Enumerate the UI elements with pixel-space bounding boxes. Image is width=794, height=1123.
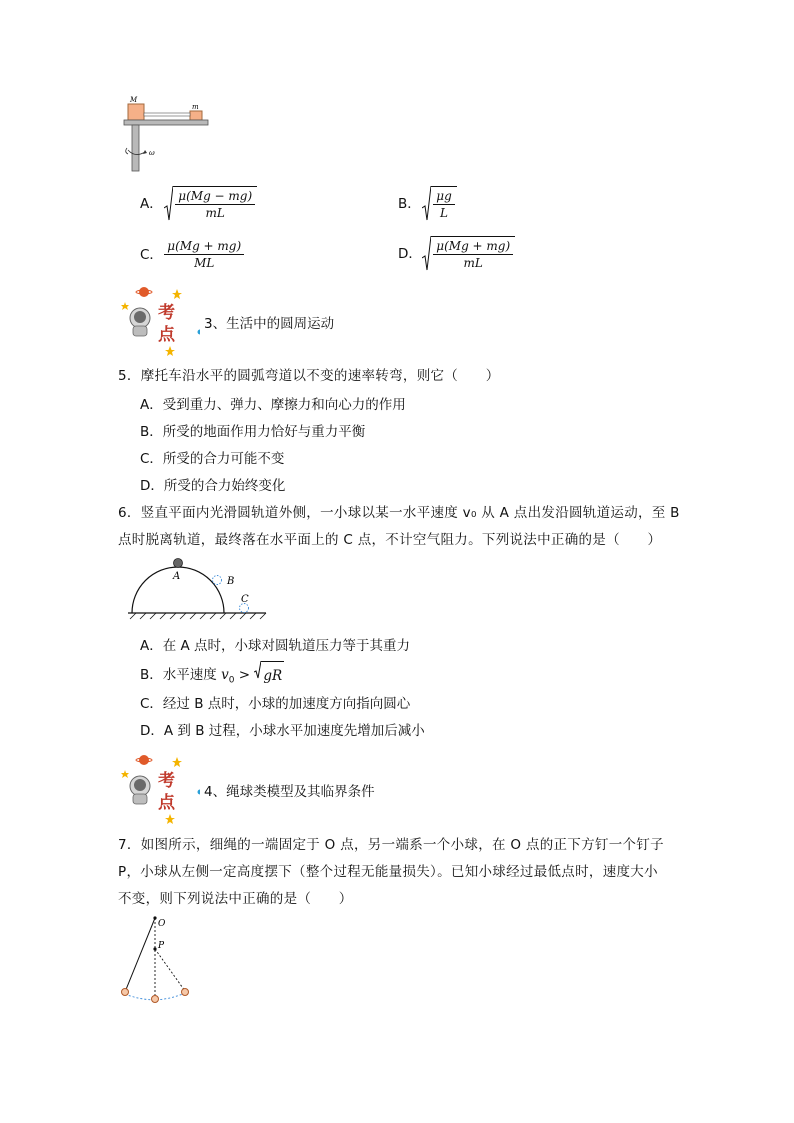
- fraction-numerator: μ(Mg + mg): [164, 238, 244, 255]
- q6-stem-line2: 点时脱离轨道，最终落在水平面上的 C 点，不计空气阻力。下列说法中正确的是（ ）: [118, 532, 662, 548]
- q5-stem: 5．摩托车沿水平的圆弧弯道以不变的速率转弯，则它（ ）: [118, 368, 500, 384]
- sqrt-expression: [422, 236, 515, 272]
- ball-at-a: [174, 559, 183, 568]
- kaodian-char-kao: 考: [158, 303, 175, 323]
- ball-left: [122, 989, 129, 996]
- ball-bottom: [152, 996, 159, 1003]
- label-M: M: [130, 96, 138, 104]
- radicand: gR: [261, 661, 284, 689]
- section-4-title: 4、绳球类模型及其临界条件: [204, 784, 375, 800]
- kaodian-char-dian: 点: [158, 793, 175, 813]
- block-m: [190, 111, 202, 120]
- pendulum-figure: [116, 912, 196, 1004]
- turntable-plate: [124, 120, 208, 125]
- sqrt-expression: [422, 186, 456, 222]
- label-m: m: [192, 103, 199, 111]
- velocity-subscript: 0: [228, 675, 235, 686]
- string-right: [155, 949, 185, 991]
- option-letter: A．: [140, 196, 163, 212]
- ball-at-b: [213, 576, 222, 585]
- ball-right: [182, 989, 189, 996]
- label-c: C: [241, 594, 249, 605]
- label-a: A: [173, 571, 181, 582]
- fraction-numerator: μ(Mg − mg): [175, 188, 255, 205]
- block-M: [128, 104, 144, 120]
- connecting-string: [144, 113, 190, 116]
- q7-stem-line3: 不变，则下列说法中正确的是（ ）: [118, 891, 353, 907]
- turntable-shaft: [132, 125, 139, 171]
- greater-than: >: [234, 667, 255, 683]
- label-b: B: [227, 576, 235, 587]
- fraction-denominator: L: [440, 206, 449, 220]
- turntable-figure: [118, 92, 218, 174]
- string-left: [125, 918, 155, 992]
- fraction-numerator: μ(Mg + mg): [433, 238, 513, 255]
- option-b-prefix: B．水平速度: [140, 667, 217, 683]
- q4-option-b[interactable]: [398, 186, 457, 222]
- q7-stem-line2: P，小球从左侧一定高度摆下（整个过程无能量损失）。已知小球经过最低点时，速度大小: [118, 864, 658, 880]
- section-3-title: 3、生活中的圆周运动: [204, 316, 335, 332]
- label-o: O: [158, 919, 166, 929]
- label-p: P: [158, 941, 165, 951]
- q4-option-c[interactable]: [140, 238, 244, 271]
- fraction-denominator: mL: [205, 206, 225, 220]
- option-letter: B．: [398, 196, 421, 212]
- q4-option-a[interactable]: [140, 186, 257, 222]
- ground-hatching: [130, 613, 266, 619]
- sqrt-expression: [164, 186, 257, 222]
- q7-stem-line1: 7．如图所示，细绳的一端固定于 O 点，另一端系一个小球，在 O 点的正下方钉一个钉子: [118, 837, 664, 853]
- fraction-expression: [164, 238, 244, 271]
- q5-option-b[interactable]: B．所受的地面作用力恰好与重力平衡: [140, 424, 366, 440]
- q5-option-d[interactable]: D．所受的合力始终变化: [140, 478, 286, 494]
- fraction-denominator: mL: [463, 256, 483, 270]
- q6-option-c[interactable]: C．经过 B 点时，小球的加速度方向指向圆心: [140, 696, 411, 712]
- q6-option-a[interactable]: A．在 A 点时，小球对圆轨道压力等于其重力: [140, 638, 411, 654]
- kaodian-badge-3: [120, 284, 200, 360]
- q6-stem-line1: 6．竖直平面内光滑圆轨道外侧，一小球以某一水平速度 v₀ 从 A 点出发沿圆轨道运动，至 B: [118, 505, 680, 521]
- q6-option-b[interactable]: [140, 661, 284, 694]
- option-letter: C．: [140, 246, 163, 263]
- sqrt-gr: [254, 661, 284, 689]
- option-letter: D．: [398, 246, 422, 262]
- velocity-symbol: v: [221, 667, 229, 683]
- q6-option-d[interactable]: D．A 到 B 过程，小球水平加速度先增加后减小: [140, 723, 425, 739]
- q4-option-d[interactable]: [398, 236, 515, 272]
- kaodian-char-kao: 考: [158, 771, 175, 791]
- q5-option-c[interactable]: C．所受的合力可能不变: [140, 451, 285, 467]
- kaodian-badge-4: [120, 752, 200, 828]
- circular-track-figure: [124, 558, 270, 622]
- label-omega: ω: [149, 149, 155, 157]
- fraction-denominator: ML: [194, 256, 215, 270]
- kaodian-char-dian: 点: [158, 325, 175, 345]
- fraction-numerator: μg: [433, 188, 454, 205]
- q5-option-a[interactable]: A．受到重力、弹力、摩擦力和向心力的作用: [140, 397, 406, 413]
